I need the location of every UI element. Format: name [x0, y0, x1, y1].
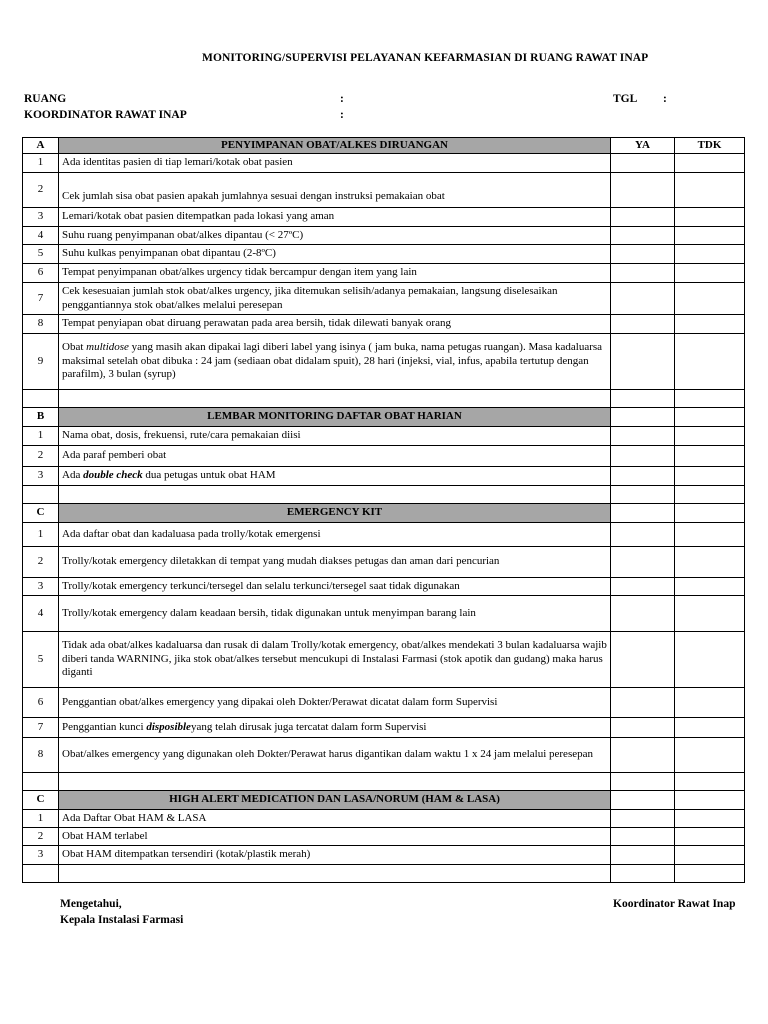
- tdk-cell[interactable]: [675, 547, 745, 578]
- empty-row: [23, 390, 745, 408]
- table-row: [23, 245, 745, 264]
- tdk-cell[interactable]: [675, 283, 745, 315]
- section-title: HIGH ALERT MEDICATION DAN LASA/NORUM (HAM & LASA): [59, 791, 611, 810]
- item-text: Penggantian obat/alkes emergency yang dipakai oleh Dokter/Perawat dicatat dalam form Supervisi: [59, 688, 611, 718]
- ya-cell[interactable]: [611, 334, 675, 390]
- item-number: 3: [23, 208, 59, 227]
- item-text: Ada identitas pasien di tiap lemari/kotak obat pasien: [59, 154, 611, 173]
- item-text: Trolly/kotak emergency diletakkan di tempat yang mudah diakses petugas dan aman dari pencurian: [59, 547, 611, 578]
- tdk-cell[interactable]: [675, 523, 745, 547]
- empty-row: [23, 486, 745, 504]
- table-row: [23, 738, 745, 773]
- item-number: 2: [23, 828, 59, 846]
- item-text: Trolly/kotak emergency terkunci/tersegel dan selalu terkunci/tersegel saat tidak digunakan: [59, 578, 611, 596]
- item-number: 6: [23, 688, 59, 718]
- section-ham-header: [23, 791, 745, 810]
- tdk-cell[interactable]: [675, 738, 745, 773]
- item-text: Nama obat, dosis, frekuensi, rute/cara pemakaian diisi: [59, 427, 611, 446]
- item-number: 2: [23, 446, 59, 467]
- koordinator-label: KOORDINATOR RAWAT INAP: [24, 109, 187, 121]
- footer-head-pharmacy: Kepala Instalasi Farmasi: [60, 914, 184, 926]
- ya-cell[interactable]: [611, 467, 675, 486]
- item-number: 2: [23, 173, 59, 208]
- koordinator-colon: :: [340, 109, 344, 121]
- tdk-cell[interactable]: [675, 245, 745, 264]
- item-text-post: yang telah dirusak juga tercatat dalam form Supervisi: [190, 720, 427, 733]
- tdk-cell[interactable]: [675, 810, 745, 828]
- ruang-label: RUANG: [24, 93, 67, 105]
- item-number: 2: [23, 547, 59, 578]
- column-ya: YA: [611, 138, 675, 154]
- ya-cell[interactable]: [611, 427, 675, 446]
- ya-cell[interactable]: [611, 688, 675, 718]
- table-row: [23, 632, 745, 688]
- table-row: [23, 315, 745, 334]
- ya-cell[interactable]: [611, 208, 675, 227]
- tdk-cell[interactable]: [675, 173, 745, 208]
- section-letter: C: [23, 791, 59, 810]
- item-text: Suhu kulkas penyimpanan obat dipantau (2-8ºC): [59, 245, 611, 264]
- item-number: 6: [23, 264, 59, 283]
- ruang-colon: :: [340, 93, 344, 105]
- tdk-cell[interactable]: [675, 227, 745, 245]
- table-row: [23, 828, 745, 846]
- tdk-cell[interactable]: [675, 315, 745, 334]
- tdk-cell[interactable]: [675, 446, 745, 467]
- item-text: Obat/alkes emergency yang digunakan oleh Dokter/Perawat harus digantikan dalam waktu 1 x 24 jam melalui peresepan: [59, 738, 611, 773]
- item-text: Obat HAM ditempatkan tersendiri (kotak/plastik merah): [59, 846, 611, 865]
- table-row: [23, 427, 745, 446]
- item-text: Ada Daftar Obat HAM & LASA: [59, 810, 611, 828]
- ya-cell[interactable]: [611, 264, 675, 283]
- item-text: Obat HAM terlabel: [59, 828, 611, 846]
- tdk-cell[interactable]: [675, 208, 745, 227]
- table-row: [23, 227, 745, 245]
- tdk-cell[interactable]: [675, 846, 745, 865]
- item-number: 7: [23, 283, 59, 315]
- table-row: [23, 688, 745, 718]
- tdk-cell[interactable]: [675, 334, 745, 390]
- item-text-post: dua petugas untuk obat HAM: [142, 469, 276, 482]
- item-text: Tempat penyimpanan obat/alkes urgency tidak bercampur dengan item yang lain: [59, 264, 611, 283]
- item-number: 1: [23, 154, 59, 173]
- item-text: Trolly/kotak emergency dalam keadaan bersih, tidak digunakan untuk menyimpan barang lain: [59, 596, 611, 632]
- item-number: 8: [23, 315, 59, 334]
- section-letter: B: [23, 408, 59, 427]
- tdk-cell[interactable]: [675, 828, 745, 846]
- item-text: Cek kesesuaian jumlah stok obat/alkes urgency, jika ditemukan selisih/adanya pemakaian, langsung diselesaikan penggantiannya stok obat/alkes melalui peresepan: [59, 283, 611, 315]
- table-row: [23, 173, 745, 208]
- table-row: [23, 467, 745, 486]
- footer-acknowledged: Mengetahui,: [60, 898, 122, 910]
- ya-cell[interactable]: [611, 283, 675, 315]
- item-number: 3: [23, 467, 59, 486]
- section-c-header: [23, 504, 745, 523]
- ya-cell[interactable]: [611, 523, 675, 547]
- item-text-pre: Obat: [62, 340, 87, 353]
- ya-cell[interactable]: [611, 154, 675, 173]
- item-text: Ada paraf pemberi obat: [59, 446, 611, 467]
- item-number: 1: [23, 810, 59, 828]
- section-title: PENYIMPANAN OBAT/ALKES DIRUANGAN: [59, 138, 611, 154]
- section-letter: A: [23, 138, 59, 154]
- section-b-header: [23, 408, 745, 427]
- item-number: 4: [23, 227, 59, 245]
- table-row: [23, 846, 745, 865]
- table-row: [23, 264, 745, 283]
- item-text-pre: Penggantian kunci: [62, 720, 147, 733]
- item-text-emphasis: multidose: [86, 340, 129, 353]
- column-tdk: TDK: [675, 138, 745, 154]
- item-text: Ada daftar obat dan kadaluasa pada trolly/kotak emergensi: [59, 523, 611, 547]
- checklist-table: [22, 137, 745, 883]
- ya-cell[interactable]: [611, 738, 675, 773]
- ya-cell[interactable]: [611, 578, 675, 596]
- ya-cell[interactable]: [611, 810, 675, 828]
- item-text: Cek jumlah sisa obat pasien apakah jumlahnya sesuai dengan instruksi pemakaian obat: [59, 173, 611, 208]
- section-a-header: [23, 138, 745, 154]
- item-text: Tempat penyiapan obat diruang perawatan pada area bersih, tidak dilewati banyak orang: [59, 315, 611, 334]
- item-number: 9: [23, 334, 59, 390]
- item-number: 4: [23, 596, 59, 632]
- table-row: [23, 810, 745, 828]
- item-number: 3: [23, 846, 59, 865]
- item-text: Lemari/kotak obat pasien ditempatkan pada lokasi yang aman: [59, 208, 611, 227]
- section-letter: C: [23, 504, 59, 523]
- item-number: 1: [23, 427, 59, 446]
- tdk-cell[interactable]: [675, 427, 745, 446]
- item-text-emphasis: double check: [83, 469, 143, 482]
- tdk-cell[interactable]: [675, 632, 745, 688]
- ya-cell[interactable]: [611, 828, 675, 846]
- tdk-cell[interactable]: [675, 596, 745, 632]
- page-title: MONITORING/SUPERVISI PELAYANAN KEFARMASIAN DI RUANG RAWAT INAP: [202, 52, 649, 64]
- section-title: EMERGENCY KIT: [59, 504, 611, 523]
- item-number: 1: [23, 523, 59, 547]
- tdk-cell[interactable]: [675, 467, 745, 486]
- tdk-cell[interactable]: [675, 578, 745, 596]
- item-text-pre: Ada: [62, 469, 84, 482]
- table-row: [23, 523, 745, 547]
- item-number: 8: [23, 738, 59, 773]
- table-row: [23, 334, 745, 390]
- tdk-cell[interactable]: [675, 264, 745, 283]
- ya-cell[interactable]: [611, 718, 675, 738]
- table-row: [23, 283, 745, 315]
- ya-cell[interactable]: [611, 596, 675, 632]
- section-title: LEMBAR MONITORING DAFTAR OBAT HARIAN: [59, 408, 611, 427]
- item-text: Tidak ada obat/alkes kadaluarsa dan rusak di dalam Trolly/kotak emergency, obat/alkes mendekati 3 bulan kadaluarsa wajib diberi tanda WARNING, jika stok obat/alkes tersebut mencukupi di Instalasi Farmasi (stok apotik dan gudang) maka harus diganti: [59, 632, 611, 688]
- item-number: 5: [23, 245, 59, 264]
- table-row: [23, 547, 745, 578]
- item-text-emphasis: disposible: [146, 720, 191, 733]
- item-text: [59, 718, 611, 738]
- table-row: [23, 154, 745, 173]
- table-row: [23, 578, 745, 596]
- ya-cell[interactable]: [611, 547, 675, 578]
- tdk-cell[interactable]: [675, 688, 745, 718]
- item-text: [59, 467, 611, 486]
- item-text: Suhu ruang penyimpanan obat/alkes dipantau (< 27ºC): [59, 227, 611, 245]
- tgl-colon: :: [663, 93, 667, 105]
- tgl-label: TGL: [613, 93, 638, 105]
- table-row: [23, 718, 745, 738]
- ya-cell[interactable]: [611, 315, 675, 334]
- item-number: 5: [23, 632, 59, 688]
- table-row: [23, 208, 745, 227]
- table-row: [23, 596, 745, 632]
- ya-cell[interactable]: [611, 227, 675, 245]
- item-text-post: yang masih akan dipakai lagi diberi label yang isinya ( jam buka, nama petugas ruangan). Masa kadaluarsa maksimal setelah obat dibuka : 24 jam (sediaan obat didalam spuit), 28 hari (injeksi, vial, infus, apabila tertutup dengan parafilm), 3 bulan (syrup): [62, 340, 603, 381]
- ya-cell[interactable]: [611, 245, 675, 264]
- tdk-cell[interactable]: [675, 718, 745, 738]
- empty-row: [23, 865, 745, 883]
- ya-cell[interactable]: [611, 846, 675, 865]
- tdk-cell[interactable]: [675, 154, 745, 173]
- table-row: [23, 446, 745, 467]
- item-text: [59, 334, 611, 390]
- ya-cell[interactable]: [611, 446, 675, 467]
- empty-row: [23, 773, 745, 791]
- ya-cell[interactable]: [611, 173, 675, 208]
- item-number: 7: [23, 718, 59, 738]
- footer-coordinator: Koordinator Rawat Inap: [613, 898, 736, 910]
- item-number: 3: [23, 578, 59, 596]
- ya-cell[interactable]: [611, 632, 675, 688]
